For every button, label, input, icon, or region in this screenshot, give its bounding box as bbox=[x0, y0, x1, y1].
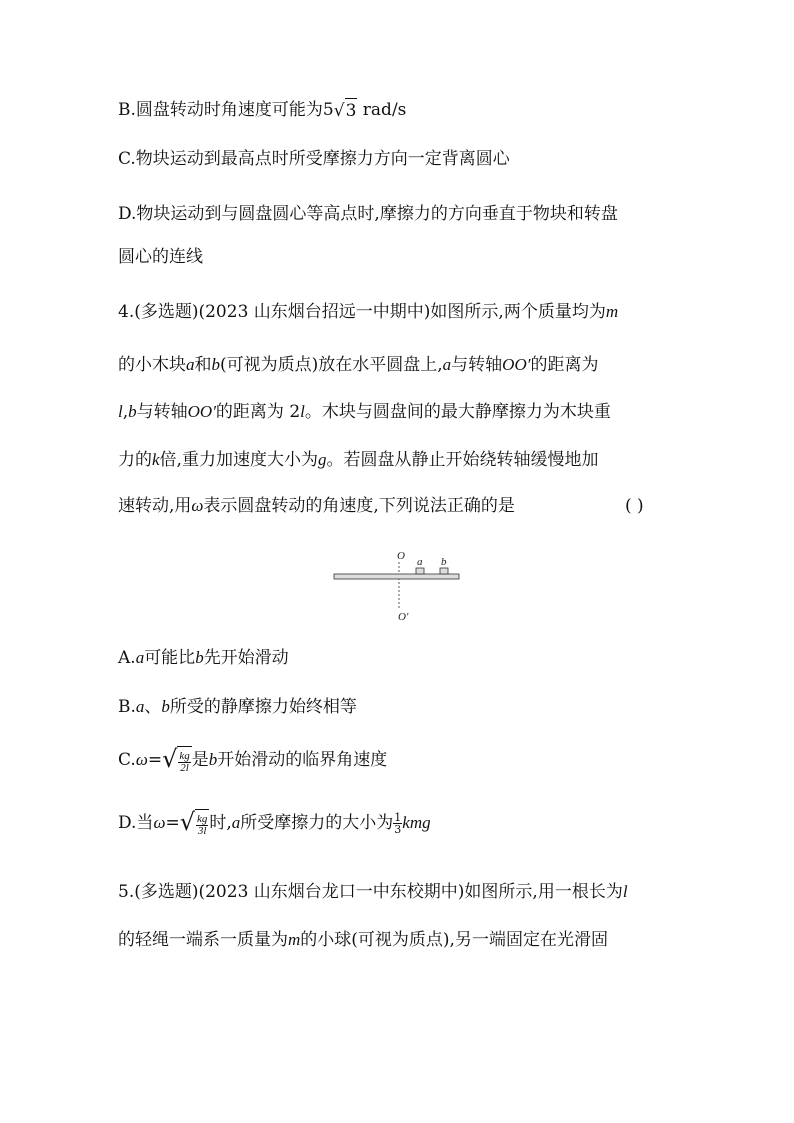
q5-stem-line2: 的轻绳一端系一质量为m的小球(可视为质点),另一端固定在光滑固 bbox=[118, 930, 608, 950]
label-a: a bbox=[417, 556, 423, 568]
sqrt-symbol: √ $\frac{kg}{3l}$ bbox=[180, 807, 210, 840]
q4-stem-line3: l,b与转轴OO′的距离为 2l。木块与圆盘间的最大静摩擦力为木块重 bbox=[118, 402, 611, 422]
label-o: O bbox=[397, 550, 405, 562]
q4-option-a: A.a可能比b先开始滑动 bbox=[118, 648, 289, 668]
q4-stem-line4: 力的k倍,重力加速度大小为g。若圆盘从静止开始绕转轴缓慢地加 bbox=[118, 450, 599, 470]
label-b: b bbox=[441, 556, 447, 568]
turntable-figure bbox=[330, 548, 470, 629]
label-o-prime: O′ bbox=[398, 611, 409, 623]
sqrt-symbol: √ $\frac{kg}{2l}$ bbox=[162, 744, 192, 777]
turntable-diagram bbox=[330, 548, 470, 624]
q3-option-b: B.圆盘转动时角速度可能为5√3 rad/s bbox=[118, 100, 407, 121]
q4-option-b: B.a、b所受的静摩擦力始终相等 bbox=[118, 697, 357, 717]
q3-option-d-line2: 圆心的连线 bbox=[118, 247, 203, 267]
sqrt-symbol: √3 bbox=[334, 98, 358, 123]
q4-stem-line5: 速转动,用ω表示圆盘转动的角速度,下列说法正确的是 bbox=[118, 496, 515, 516]
q4-stem-line1: 4.(多选题)(2023 山东烟台招远一中期中)如图所示,两个质量均为m bbox=[118, 302, 619, 322]
q3-option-c: C.物块运动到最高点时所受摩擦力方向一定背离圆心 bbox=[118, 149, 510, 169]
q4-option-c: C.ω=√ $\frac{kg}{2l}$ 是b开始滑动的临界角速度 bbox=[118, 744, 387, 777]
q4-stem-line2: 的小木块a和b(可视为质点)放在水平圆盘上,a与转轴OO′的距离为 bbox=[118, 355, 599, 375]
q4-option-d: D.当ω=√ $\frac{kg}{3l}$ 时,a所受摩擦力的大小为 $\frac{1}{3}$ kmg bbox=[118, 807, 431, 840]
block-b bbox=[440, 568, 448, 574]
q5-stem-line1: 5.(多选题)(2023 山东烟台龙口一中东校期中)如图所示,用一根长为l bbox=[118, 882, 628, 902]
q3-option-d-line1: D.物块运动到与圆盘圆心等高点时,摩擦力的方向垂直于物块和转盘 bbox=[118, 204, 618, 224]
disk bbox=[334, 574, 459, 579]
answer-bracket: ( ) bbox=[625, 496, 644, 516]
block-a bbox=[416, 568, 424, 574]
